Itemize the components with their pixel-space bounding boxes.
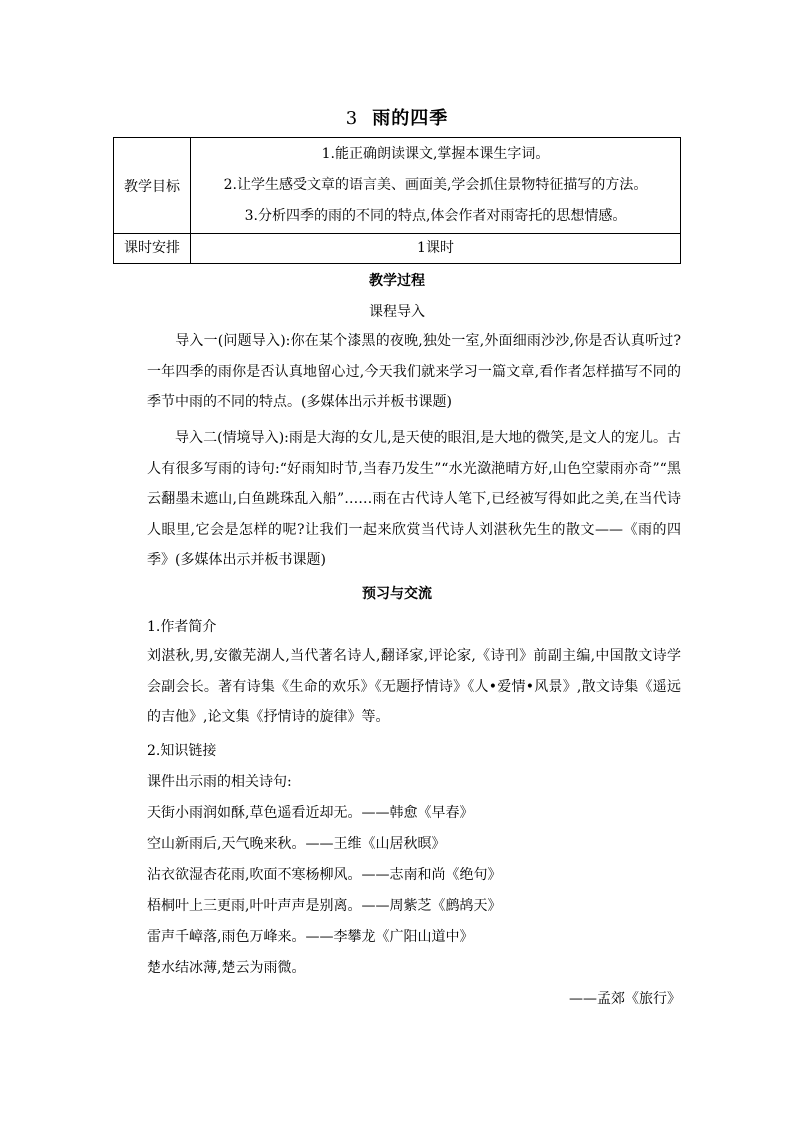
time-value: 1课时 [191,234,681,264]
intro-paragraph-1 [147,326,681,418]
goals-label: 教学目标 [114,138,191,234]
poem-line: 雷声千嶂落,雨色万峰来。——李攀龙《广阳山道中》 [147,929,474,945]
poem-line: 天街小雨润如酥,草色遥看近却无。——韩愈《早春》 [147,805,474,821]
goals-cell [191,138,681,234]
goal-item: 3.分析四季的雨的不同的特点,体会作者对雨寄托的思想情感。 [244,208,627,224]
knowledge-heading: 2.知识链接 [147,743,217,759]
preview-heading: 预习与交流 [362,586,432,602]
intro-paragraph-2-text: 导入二(情境导入):雨是大海的女儿,是天使的眼泪,是大地的微笑,是文人的宠儿。古人有很多写雨的诗句:“好雨知时节,当春乃发生”“水光潋滟晴方好,山色空蒙雨亦奇”“黑云翻墨未遮山,白鱼跳珠乱入船”……雨在古代诗人笔下,已经被写得如此之美,在当代诗人眼里,它会是怎样的呢?让我们一起来欣赏当代诗人刘湛秋先生的散文——《雨的四季》(多媒体出示并板书课题) [147,430,681,568]
poem-attribution: ——孟郊《旅行》 [569,991,681,1007]
intro-paragraph-1-text: 导入一(问题导入):你在某个漆黑的夜晚,独处一室,外面细雨沙沙,你是否认真听过?一年四季的雨你是否认真地留心过,今天我们就来学习一篇文章,看作者怎样描写不同的季节中雨的不同的特点。(多媒体出示并板书课题) [147,333,681,410]
process-heading: 教学过程 [369,273,425,289]
author-paragraph: 刘湛秋,男,安徽芜湖人,当代著名诗人,翻译家,评论家,《诗刊》前副主编,中国散文诗学会副会长。著有诗集《生命的欢乐》《无题抒情诗》《人•爱情•风景》,散文诗集《遥远的吉他》,论文集《抒情诗的旋律》等。 [147,648,681,725]
poem-line: 沾衣欲湿杏花雨,吹面不寒杨柳风。——志南和尚《绝句》 [147,867,502,883]
lesson-number: 3 [345,108,359,129]
poem-line: 梧桐叶上三更雨,叶叶声声是别离。——周紫芝《鹧鸪天》 [147,898,502,914]
intro-paragraph-2 [147,423,681,576]
goal-item: 2.让学生感受文章的语言美、画面美,学会抓住景物特征描写的方法。 [223,177,648,193]
poem-line: 空山新雨后,天气晚来秋。——王维《山居秋暝》 [147,836,446,852]
lesson-title-text: 雨的四季 [372,108,449,129]
author-heading: 1.作者简介 [147,619,217,635]
time-label: 课时安排 [114,234,191,264]
goal-item: 1.能正确朗读课文,掌握本课生字词。 [321,146,550,162]
poem-line: 楚水结冰薄,楚云为雨微。 [147,960,306,976]
lesson-title [0,104,794,130]
teaching-goals-table [113,137,681,264]
intro-heading: 课程导入 [369,304,425,320]
poems-intro: 课件出示雨的相关诗句: [147,774,292,790]
